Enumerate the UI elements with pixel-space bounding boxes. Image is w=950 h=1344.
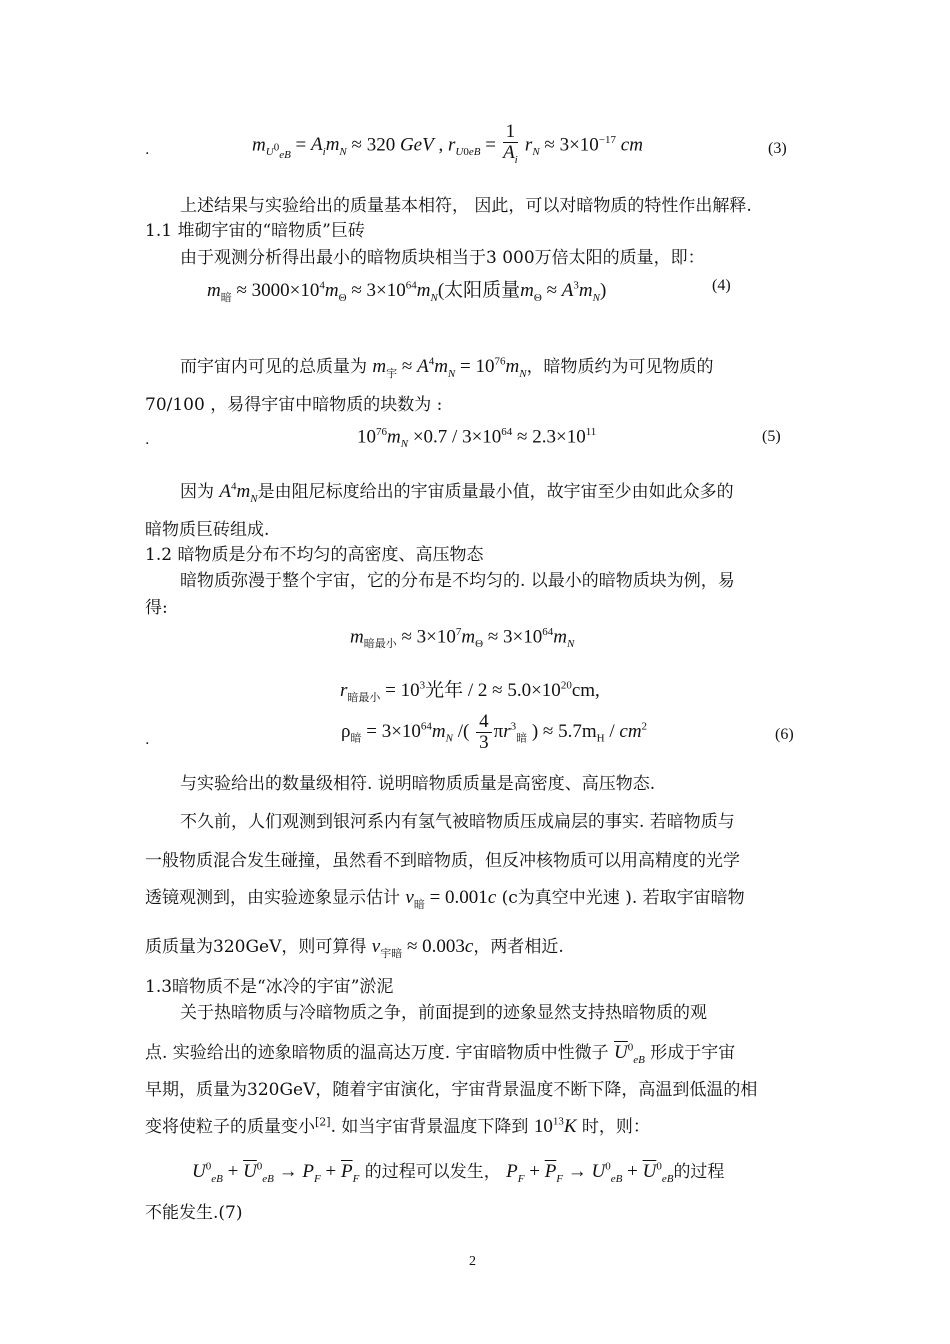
paragraph-line: 上述结果与实验给出的质量基本相符， 因此，可以对暗物质的特性作出解释. xyxy=(180,196,752,216)
equation-marker: . xyxy=(145,142,150,158)
paragraph-line: 因为 $A^4m_N$是由阻尼标度给出的宇宙质量最小值，故宇宙至少由如此众多的 xyxy=(180,480,734,505)
equation-number-4: (4) xyxy=(712,277,731,294)
paragraph-line: 70/100 ，易得宇宙中暗物质的块数为 : xyxy=(145,395,443,415)
paragraph-line: 不久前，人们观测到银河系内有氢气被暗物质压成扁层的事实. 若暗物质与 xyxy=(180,812,735,832)
paragraph-line: 质质量为320GeV，则可算得 $v_{宇暗} \approx 0.003c$，两者相近. xyxy=(145,936,564,960)
paragraph-line: 暗物质弥漫于整个宇宙，它的分布是不均匀的. 以最小的暗物质块为例，易 xyxy=(180,571,735,591)
paragraph-line: 早期，质量为320GeV，随着宇宙演化，宇宙背景温度不断下降，高温到低温的相 xyxy=(145,1080,758,1100)
paragraph-line: 不能发生.(7) xyxy=(145,1203,243,1223)
equation-marker: . xyxy=(145,432,150,448)
equation-3: $m_{U^0_{eB}} = A_im_N \approx 320$ GeV , $r_{U0eB}$ = $\frac{1}{A_i}$ $r_N \approx 3\times 10^{-17}$ cm xyxy=(252,121,643,166)
paragraph-line: 关于热暗物质与冷暗物质之争，前面提到的迹象显然支持热暗物质的观 xyxy=(180,1003,707,1023)
equation-4: $m_暗 \approx 3000\times 10^4m_\Theta \approx 3\times 10^{64}m_N$(太阳质量$m_\Theta \approx A^3m_N$) xyxy=(207,279,607,304)
citation: [2] xyxy=(315,1115,331,1129)
equation-6-line-1: $m_{暗最小} \approx 3\times 10^7m_\Theta \approx 3\times 10^{64}m_N$ xyxy=(350,626,575,651)
page-number: 2 xyxy=(469,1254,476,1269)
equation-5: $10^{76}m_N \times 0.7 / 3\times 10^{64} \approx 2.3\times 10^{11}$ xyxy=(357,426,597,451)
paragraph-line: 变将使粒子的质量变小[2]. 如当宇宙背景温度下降到 $10^{13}K$ 时，则： xyxy=(145,1115,650,1137)
paragraph-line: 得: xyxy=(145,598,168,618)
section-heading-1-3: 1.3暗物质不是“冰冷的宇宙”淤泥 xyxy=(145,977,394,997)
equation-number-6: (6) xyxy=(775,726,794,743)
paragraph-line: 暗物质巨砖组成. xyxy=(145,520,270,540)
section-heading-1-1: 1.1 堆砌宇宙的“暗物质”巨砖 xyxy=(145,221,365,241)
paragraph-line: 一般物质混合发生碰撞，虽然看不到暗物质，但反冲核物质可以用高精度的光学 xyxy=(145,851,740,871)
section-heading-1-2: 1.2 暗物质是分布不均匀的高密度、高压物态 xyxy=(145,545,484,565)
paragraph-line: 透镜观测到，由实验迹象显示估计 $v_暗 = 0.001c$ (c为真空中光速 ). 若取宇宙暗物 xyxy=(145,887,745,911)
reaction-line: $U^0_{eB} + \overline{U}^0_{eB} \to P_F + \overline{P}_F$ 的过程可以发生， $P_F + \overline{P}_F \to U^0_{eB} + \overline{U}^0_{eB}$的过程 xyxy=(192,1160,725,1185)
equation-6-line-2: $r_{暗最小} = 10^3$光年 / $2 \approx 5.0\times 10^{20}cm$, xyxy=(340,679,600,704)
paragraph-line: 点. 实验给出的迹象暗物质的温高达万度. 宇宙暗物质中性微子 $\overline{U}^0_{eB}$ 形成于宇宙 xyxy=(145,1041,736,1066)
equation-marker: . xyxy=(145,732,150,748)
equation-6-line-3: $\rho_暗 = 3\times 10^{64}m_N$ /( $\frac{4}{3}$ $\pi r^3_暗$ ) ≈ $5.7m_H / cm^2$ xyxy=(341,711,648,753)
equation-number-5: (5) xyxy=(762,428,781,445)
paragraph-line: 由于观测分析得出最小的暗物质块相当于3 000万倍太阳的质量，即： xyxy=(180,248,705,268)
paragraph-line: 与实验给出的数量级相符. 说明暗物质质量是高密度、高压物态. xyxy=(180,774,656,794)
equation-number-3: (3) xyxy=(768,140,787,157)
paragraph-line: 而宇宙内可见的总质量为 $m_宇 \approx A^4m_N = 10^{76}m_N$，暗物质约为可见物质的 xyxy=(180,355,714,380)
